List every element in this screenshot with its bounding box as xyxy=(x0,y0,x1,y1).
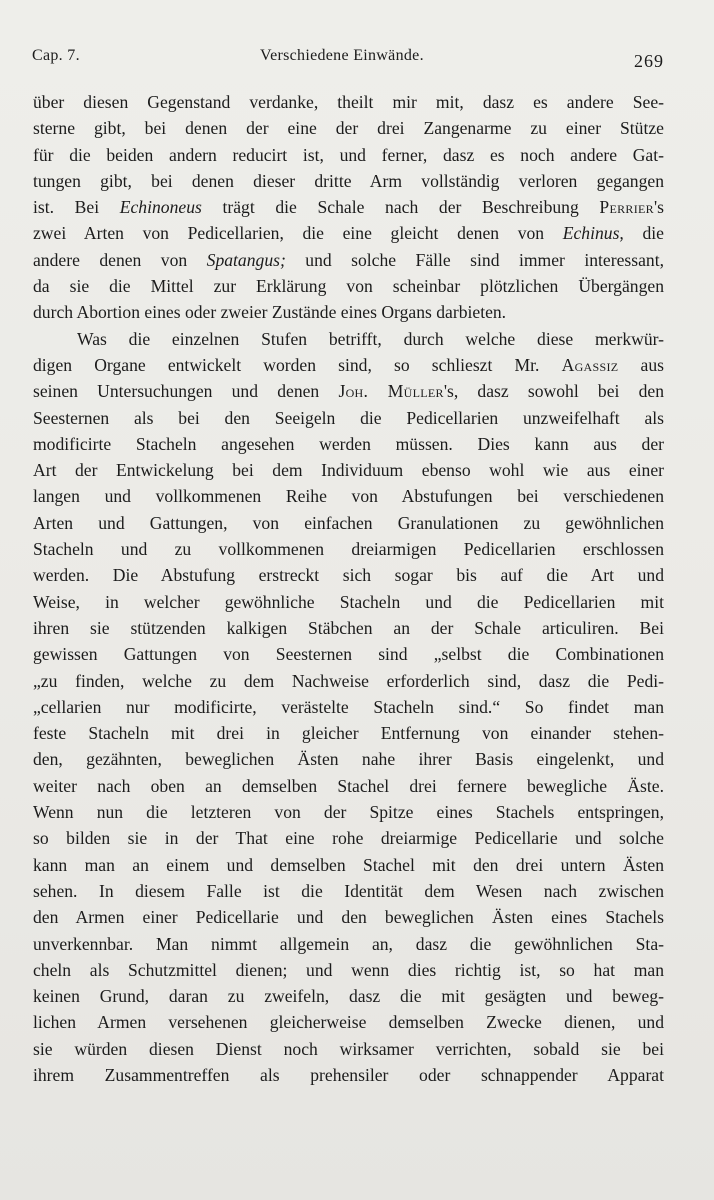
text-segment: ist. Bei xyxy=(33,197,120,218)
text-line xyxy=(33,168,664,194)
text-segment: 's, dasz sowohl bei den xyxy=(443,381,664,402)
text-line xyxy=(33,1036,664,1062)
text-line xyxy=(33,142,664,168)
text-line xyxy=(33,878,664,904)
text-segment: weiter nach oben an demselben Stachel drei fernere bewegliche Äste. xyxy=(33,775,664,796)
text-segment: den, gezähnten, beweglichen Ästen nahe ihrer Basis eingelenkt, und xyxy=(33,749,664,770)
italic-text: Spatangus; xyxy=(206,249,286,270)
text-line xyxy=(33,89,664,115)
page-header xyxy=(32,47,664,71)
text-line xyxy=(33,483,664,509)
text-line xyxy=(33,352,664,378)
text-segment: feste Stacheln mit drei in gleicher Entfernung von einander stehen- xyxy=(33,723,664,744)
text-line xyxy=(33,510,664,536)
italic-text: Echinoneus xyxy=(119,197,202,218)
text-line xyxy=(33,1009,664,1035)
text-line xyxy=(33,641,664,667)
text-line xyxy=(33,1062,664,1088)
text-segment: da sie die Mittel zur Erklärung von scheinbar plötzlichen Übergängen xyxy=(33,276,664,297)
text-line xyxy=(33,589,664,615)
text-segment: zwei Arten von Pedicellarien, die eine gleicht denen von xyxy=(33,223,563,244)
text-segment: modificirte Stacheln angesehen werden müssen. Dies kann aus der xyxy=(33,433,664,454)
page-number: 269 xyxy=(634,51,664,71)
text-segment: cheln als Schutzmittel dienen; und wenn dies richtig ist, so hat man xyxy=(33,959,664,980)
text-segment: ihren sie stützenden kalkigen Stäbchen an der Schale articuliren. Bei xyxy=(33,617,664,638)
text-segment: Wenn nun die letzteren von der Spitze eines Stachels entspringen, xyxy=(33,802,664,823)
text-segment: unverkennbar. Man nimmt allgemein an, dasz die gewöhnlichen Sta- xyxy=(33,933,664,954)
text-segment: den Armen einer Pedicellarie und den beweglichen Ästen eines Stachels xyxy=(33,907,664,928)
text-segment: und solche Fälle sind immer interessant, xyxy=(285,249,664,270)
text-segment: für die beiden andern reducirt ist, und ferner, dasz es noch andere Gat- xyxy=(33,144,664,165)
text-line xyxy=(33,931,664,957)
text-segment: Seesternen als bei den Seeigeln die Pedicellarien unzweifelhaft als xyxy=(33,407,664,428)
text-line xyxy=(33,957,664,983)
text-line xyxy=(33,746,664,772)
text-line xyxy=(33,852,664,878)
text-line xyxy=(33,694,664,720)
text-line xyxy=(33,615,664,641)
text-segment: andere denen von xyxy=(33,249,207,270)
text-segment: 's xyxy=(653,197,664,218)
text-line xyxy=(33,720,664,746)
text-line xyxy=(33,405,664,431)
text-segment: so bilden sie in der That eine rohe dreiarmige Pedicellarie und solche xyxy=(33,828,664,849)
text-line xyxy=(33,247,664,273)
text-segment: seinen Untersuchungen und denen xyxy=(33,381,339,402)
text-segment: lichen Armen versehenen gleicherweise demselben Zwecke dienen, und xyxy=(33,1012,664,1033)
running-title: Verschiedene Einwände. xyxy=(260,47,424,64)
text-segment: Art der Entwickelung bei dem Individuum ebenso wohl wie aus einer xyxy=(33,460,664,481)
text-line xyxy=(33,536,664,562)
text-segment: sterne gibt, bei denen der eine der drei Zangenarme zu einer Stütze xyxy=(33,118,664,139)
text-line xyxy=(33,326,664,352)
text-segment: Was die einzelnen Stufen betrifft, durch welche diese merkwür- xyxy=(77,328,664,349)
text-segment: langen und vollkommenen Reihe von Abstufungen bei verschiedenen xyxy=(33,486,664,507)
text-segment: sie würden diesen Dienst noch wirksamer verrichten, sobald sie bei xyxy=(33,1038,664,1059)
text-segment: gewissen Gattungen von Seesternen sind „selbst die Combinationen xyxy=(33,644,664,665)
text-line xyxy=(33,562,664,588)
text-line xyxy=(33,194,664,220)
text-segment: Weise, in welcher gewöhnliche Stacheln und die Pedicellarien mit xyxy=(33,591,664,612)
text-segment: werden. Die Abstufung erstreckt sich sogar bis auf die Art und xyxy=(33,565,664,586)
text-line xyxy=(33,904,664,930)
text-segment: aus xyxy=(618,354,664,375)
text-segment: „cellarien nur modificirte, verästelte Stacheln sind.“ So findet man xyxy=(33,696,664,717)
text-line xyxy=(33,115,664,141)
text-segment: kann man an einem und demselben Stachel mit den drei untern Ästen xyxy=(33,854,664,875)
small-caps-name: Joh. Müller xyxy=(338,381,444,402)
text-line xyxy=(33,273,664,299)
text-segment: keinen Grund, daran zu zweifeln, dasz die mit gesägten und beweg- xyxy=(33,986,664,1007)
chapter-label: Cap. 7. xyxy=(32,47,80,64)
text-line xyxy=(33,983,664,1009)
text-line xyxy=(33,299,664,325)
text-segment: tungen gibt, bei denen dieser dritte Arm vollständig verloren gegangen xyxy=(33,170,664,191)
text-line xyxy=(33,457,664,483)
italic-text: Echinus, xyxy=(562,223,624,244)
text-line xyxy=(33,668,664,694)
text-segment: digen Organe entwickelt worden sind, so schlieszt Mr. xyxy=(33,354,562,375)
text-line xyxy=(33,825,664,851)
text-line xyxy=(33,220,664,246)
text-segment: die xyxy=(623,223,664,244)
text-segment: ihrem Zusammentreffen als prehensiler oder schnappender Apparat xyxy=(33,1064,664,1085)
text-line xyxy=(33,378,664,404)
text-segment: Arten und Gattungen, von einfachen Granulationen zu gewöhnlichen xyxy=(33,512,664,533)
text-line xyxy=(33,799,664,825)
text-segment: durch Abortion eines oder zweier Zustände eines Organs darbieten. xyxy=(33,302,507,323)
text-segment: über diesen Gegenstand verdanke, theilt mir mit, dasz es andere See- xyxy=(33,92,664,112)
text-segment: sehen. In diesem Falle ist die Identität dem Wesen nach zwischen xyxy=(33,880,664,901)
body-text xyxy=(33,89,664,1088)
text-segment: trägt die Schale nach der Beschreibung xyxy=(201,197,600,218)
small-caps-name: Perrier xyxy=(599,197,654,218)
text-line xyxy=(33,773,664,799)
text-segment: „zu finden, welche zu dem Nachweise erforderlich sind, dasz die Pedi- xyxy=(33,670,664,691)
text-line xyxy=(33,431,664,457)
text-segment: Stacheln und zu vollkommenen dreiarmigen Pedicellarien erschlossen xyxy=(33,539,664,560)
small-caps-name: Agassiz xyxy=(561,354,619,375)
